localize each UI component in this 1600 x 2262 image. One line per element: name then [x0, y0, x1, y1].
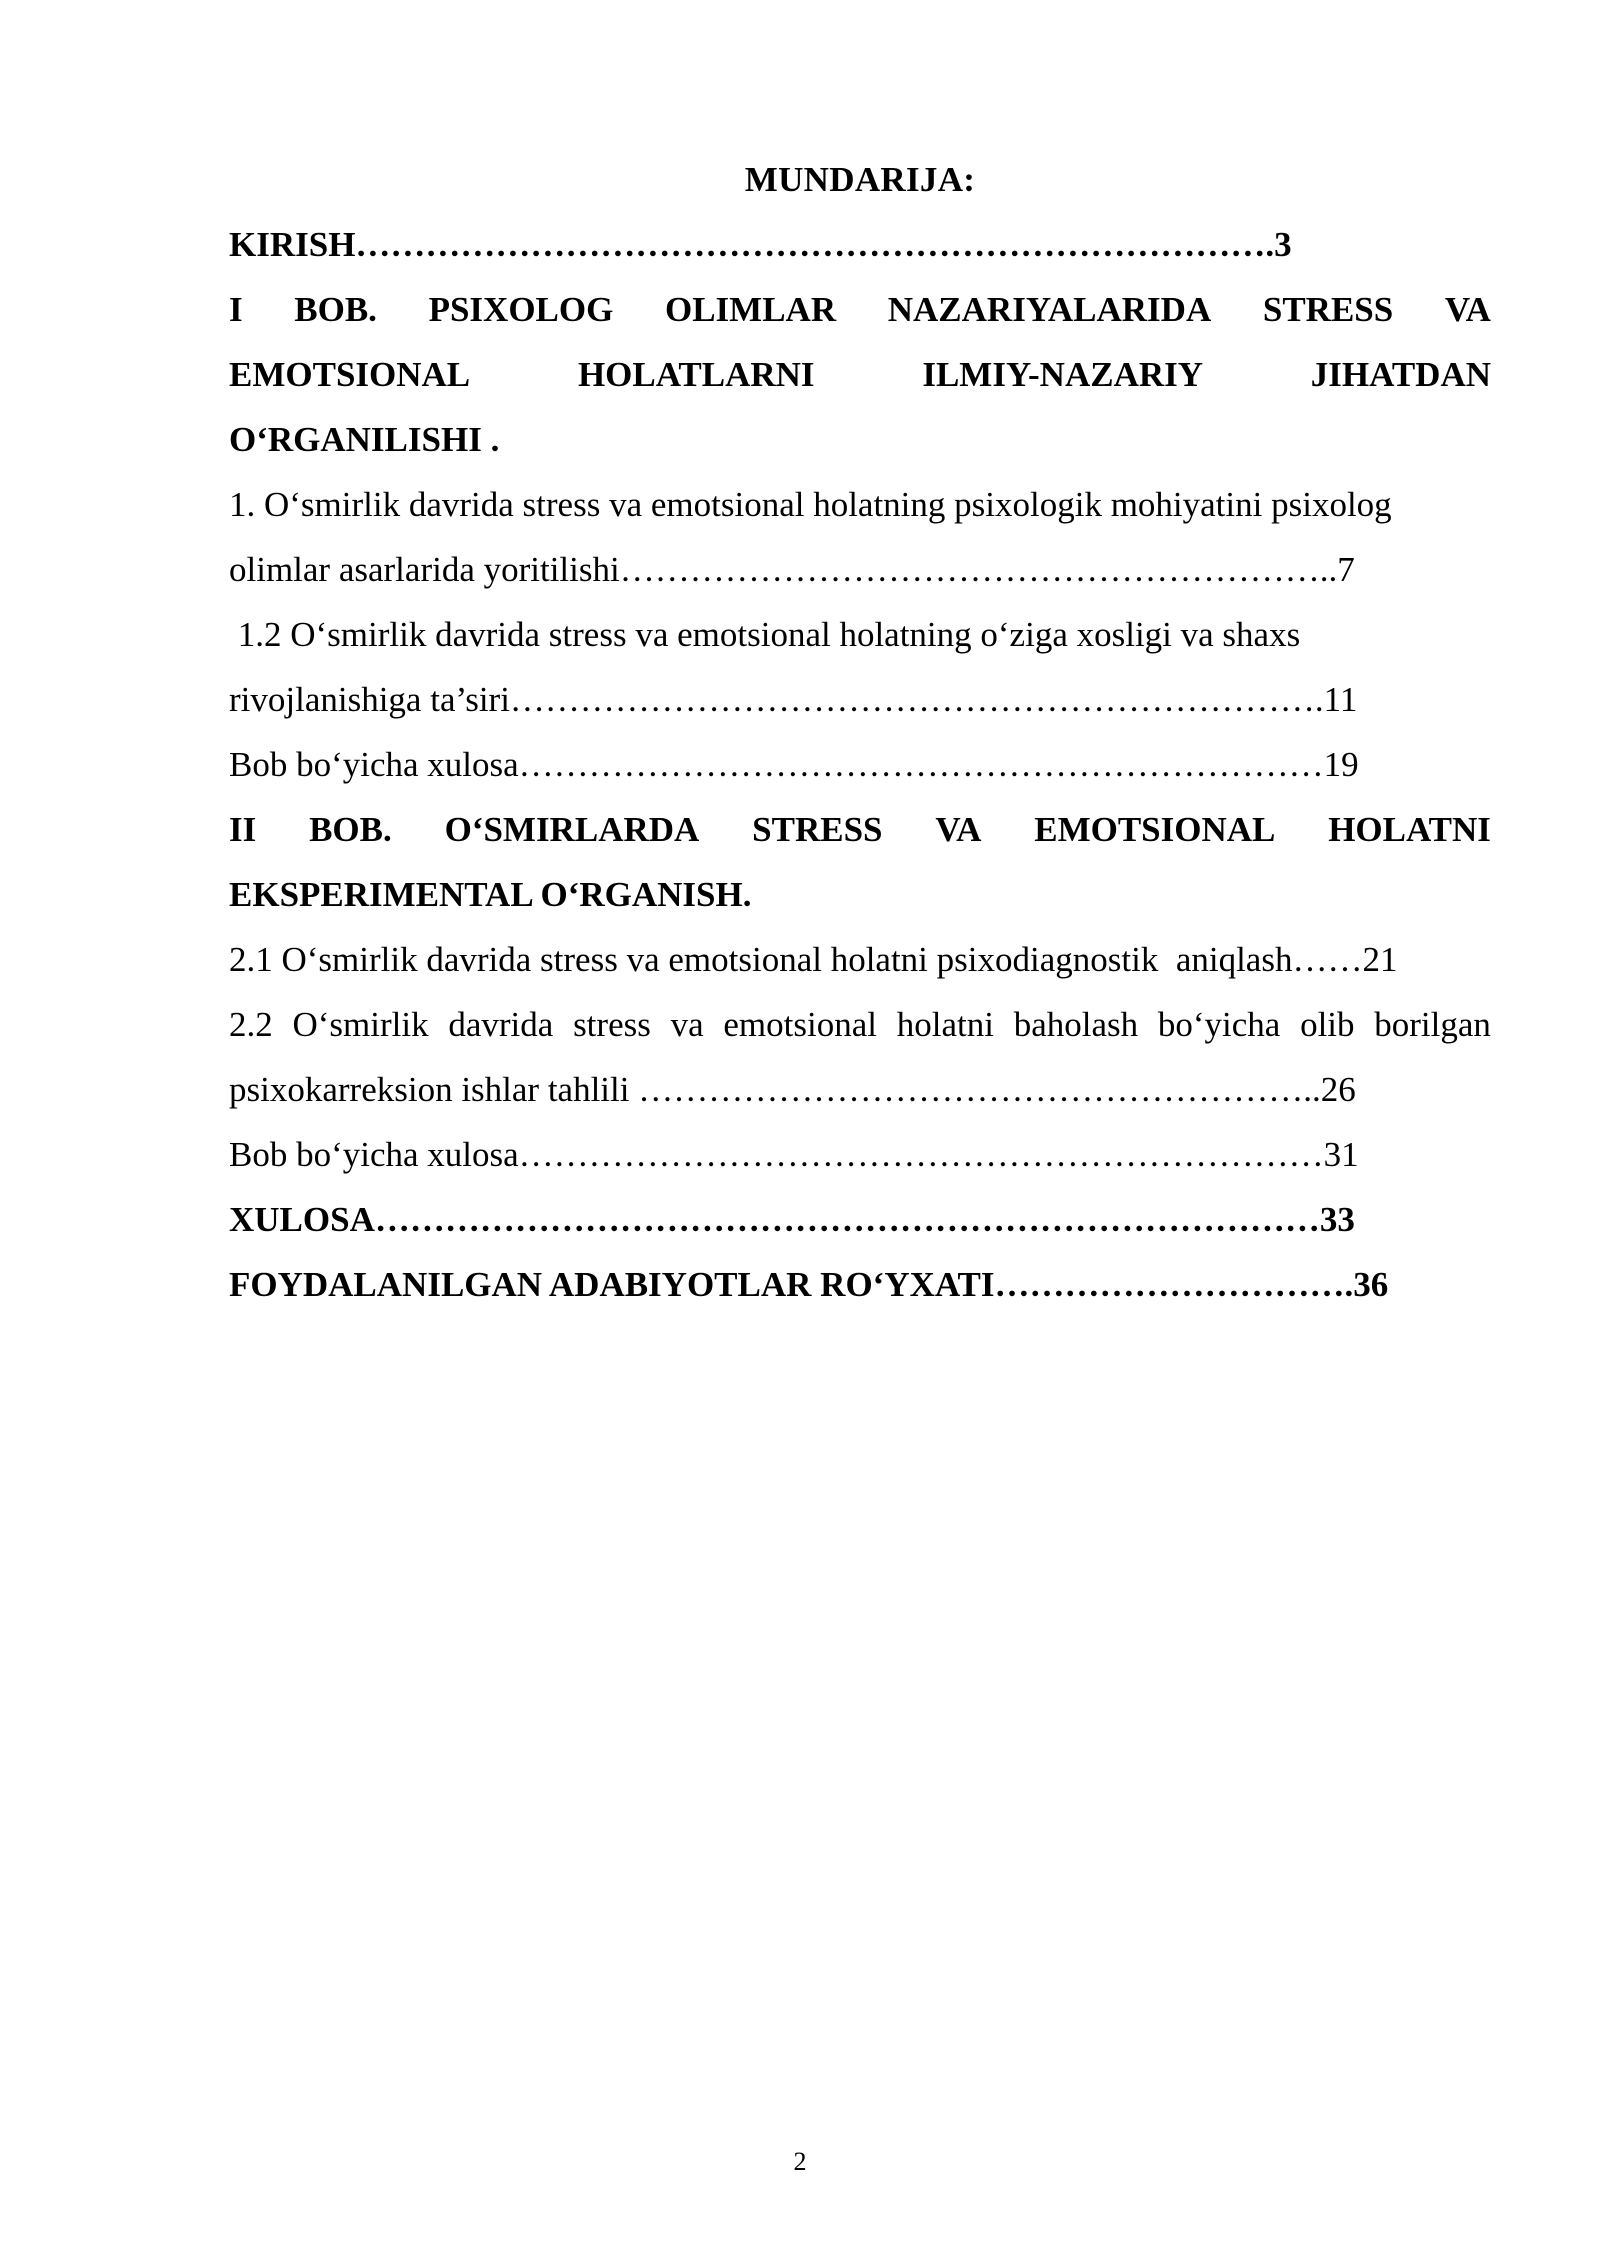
word: VA: [1444, 290, 1491, 329]
toc-section-1-2-line2: rivojlanishiga ta’siri…………………………………………………………….11: [229, 680, 1358, 719]
toc-title: MUNDARIJA:: [744, 160, 976, 199]
word: I: [229, 290, 243, 329]
word: O‘smirlik: [292, 1005, 429, 1044]
toc-section-1-2-line1: 1.2 O‘smirlik davrida stress va emotsional holatning o‘ziga xosligi va shaxs: [229, 615, 1301, 654]
toc-section-2-2-line1: [229, 992, 1491, 1057]
toc-entry-kirish: KIRISH…………………………………………………………………….3: [229, 225, 1292, 264]
word: NAZARIYALARIDA: [887, 290, 1212, 329]
word: emotsional: [723, 1005, 877, 1044]
toc-entry-adabiyotlar: FOYDALANILGAN ADABIYOTLAR RO‘YXATI………………………….36: [229, 1265, 1389, 1304]
word: STRESS: [1262, 290, 1394, 329]
word: II: [229, 810, 257, 849]
word: davrida: [448, 1005, 554, 1044]
word: borilgan: [1374, 1005, 1491, 1044]
word: 2.2: [229, 1005, 273, 1044]
word: PSIXOLOG: [428, 290, 614, 329]
toc-chapter2-summary: Bob bo‘yicha xulosa……………………………………………………………31: [229, 1135, 1359, 1174]
table-of-contents: [229, 147, 1491, 1317]
toc-chapter1-line2: [229, 342, 1491, 407]
toc-chapter1-line3: O‘RGANILISHI .: [229, 420, 500, 459]
toc-section-1-1-line2: olimlar asarlarida yoritilishi……………………………………………………..7: [229, 550, 1355, 589]
word: ILMIY-NAZARIY: [922, 355, 1204, 394]
toc-chapter2-line1: [229, 797, 1491, 862]
word: VA: [935, 810, 982, 849]
toc-chapter1-summary: Bob bo‘yicha xulosa……………………………………………………………19: [229, 745, 1359, 784]
word: HOLATNI: [1328, 810, 1491, 849]
word: BOB.: [309, 810, 392, 849]
word: EMOTSIONAL: [229, 355, 471, 394]
word: EMOTSIONAL: [1034, 810, 1276, 849]
page-number: 2: [793, 2147, 807, 2176]
toc-section-1-1-line1: 1. O‘smirlik davrida stress va emotsional holatning psixologik mohiyatini psixolog: [229, 485, 1392, 524]
word: HOLATLARNI: [577, 355, 815, 394]
toc-section-2-2-line2: psixokarreksion ishlar tahlili …………………………………………………..26: [229, 1070, 1356, 1109]
toc-chapter1-line1: [229, 277, 1491, 342]
word: stress: [573, 1005, 651, 1044]
word: va: [670, 1005, 704, 1044]
word: olib: [1300, 1005, 1355, 1044]
word: baholash: [1013, 1005, 1139, 1044]
toc-entry-xulosa: XULOSA………………………………………………………………………33: [229, 1200, 1355, 1239]
word: O‘SMIRLARDA: [444, 810, 700, 849]
word: STRESS: [752, 810, 883, 849]
toc-chapter2-line2: EKSPERIMENTAL O‘RGANISH.: [229, 875, 752, 914]
word: OLIMLAR: [664, 290, 837, 329]
word: bo‘yicha: [1157, 1005, 1281, 1044]
toc-section-2-1: 2.1 O‘smirlik davrida stress va emotsional holatni psixodiagnostik aniqlash……21: [229, 940, 1398, 979]
word: holatni: [896, 1005, 994, 1044]
word: JIHATDAN: [1310, 355, 1491, 394]
word: BOB.: [294, 290, 377, 329]
